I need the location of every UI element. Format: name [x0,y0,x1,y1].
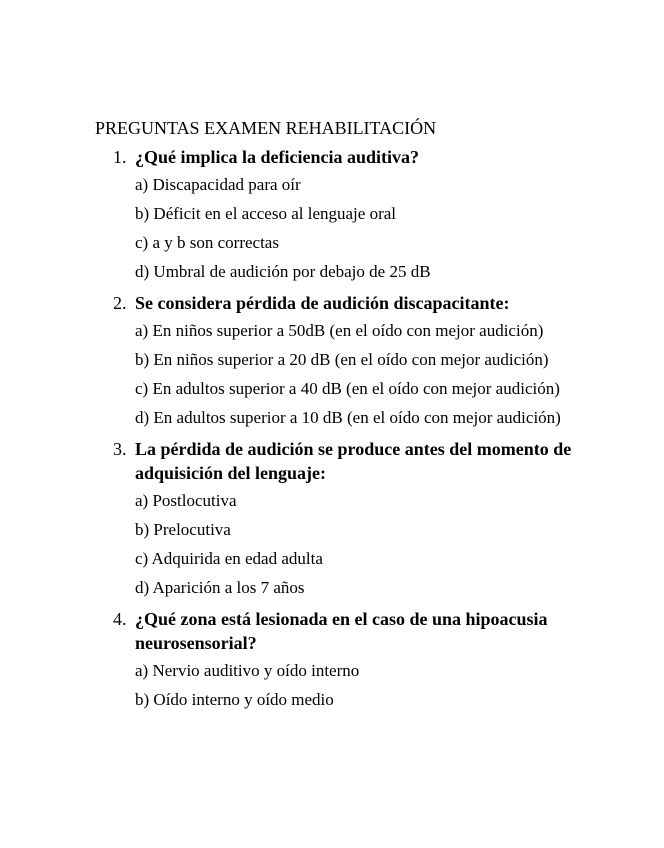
answer-option: a) Discapacidad para oír [135,175,301,194]
answer-option: c) Adquirida en edad adulta [135,549,323,568]
answer-options [135,659,573,712]
answer-options [135,173,573,284]
question-3 [113,437,573,600]
question-heading [113,437,573,485]
answer-option: b) Oído interno y oído medio [135,690,334,709]
answer-option: a) Nervio auditivo y oído interno [135,661,360,680]
question-list [113,145,573,719]
question-text: Se considera pérdida de audición discapacitante: [135,293,510,313]
question-heading [113,145,573,169]
question-heading [113,607,573,655]
answer-option: c) En adultos superior a 40 dB (en el oído con mejor audición) [135,379,560,398]
question-heading [113,291,573,315]
question-4 [113,607,573,712]
answer-option: c) a y b son correctas [135,233,279,252]
question-text: ¿Qué implica la deficiencia auditiva? [135,147,419,167]
document-title: PREGUNTAS EXAMEN REHABILITACIÓN [95,118,437,138]
question-text: La pérdida de audición se produce antes del momento de adquisición del lenguaje: [135,439,572,483]
answer-option: d) En adultos superior a 10 dB (en el oído con mejor audición) [135,408,561,427]
question-text: ¿Qué zona está lesionada en el caso de una hipoacusia neurosensorial? [135,609,548,653]
question-2 [113,291,573,430]
question-number: 2. [113,293,127,313]
question-number: 4. [113,609,127,629]
answer-options [135,319,573,430]
answer-option: b) Déficit en el acceso al lenguaje oral [135,204,397,223]
answer-option: d) Aparición a los 7 años [135,578,305,597]
question-number: 3. [113,439,127,459]
question-number: 1. [113,147,127,167]
question-1 [113,145,573,284]
answer-option: a) Postlocutiva [135,491,237,510]
answer-option: d) Umbral de audición por debajo de 25 dB [135,262,431,281]
answer-options [135,489,573,600]
answer-option: a) En niños superior a 50dB (en el oído con mejor audición) [135,321,544,340]
answer-option: b) Prelocutiva [135,520,231,539]
answer-option: b) En niños superior a 20 dB (en el oído con mejor audición) [135,350,549,369]
